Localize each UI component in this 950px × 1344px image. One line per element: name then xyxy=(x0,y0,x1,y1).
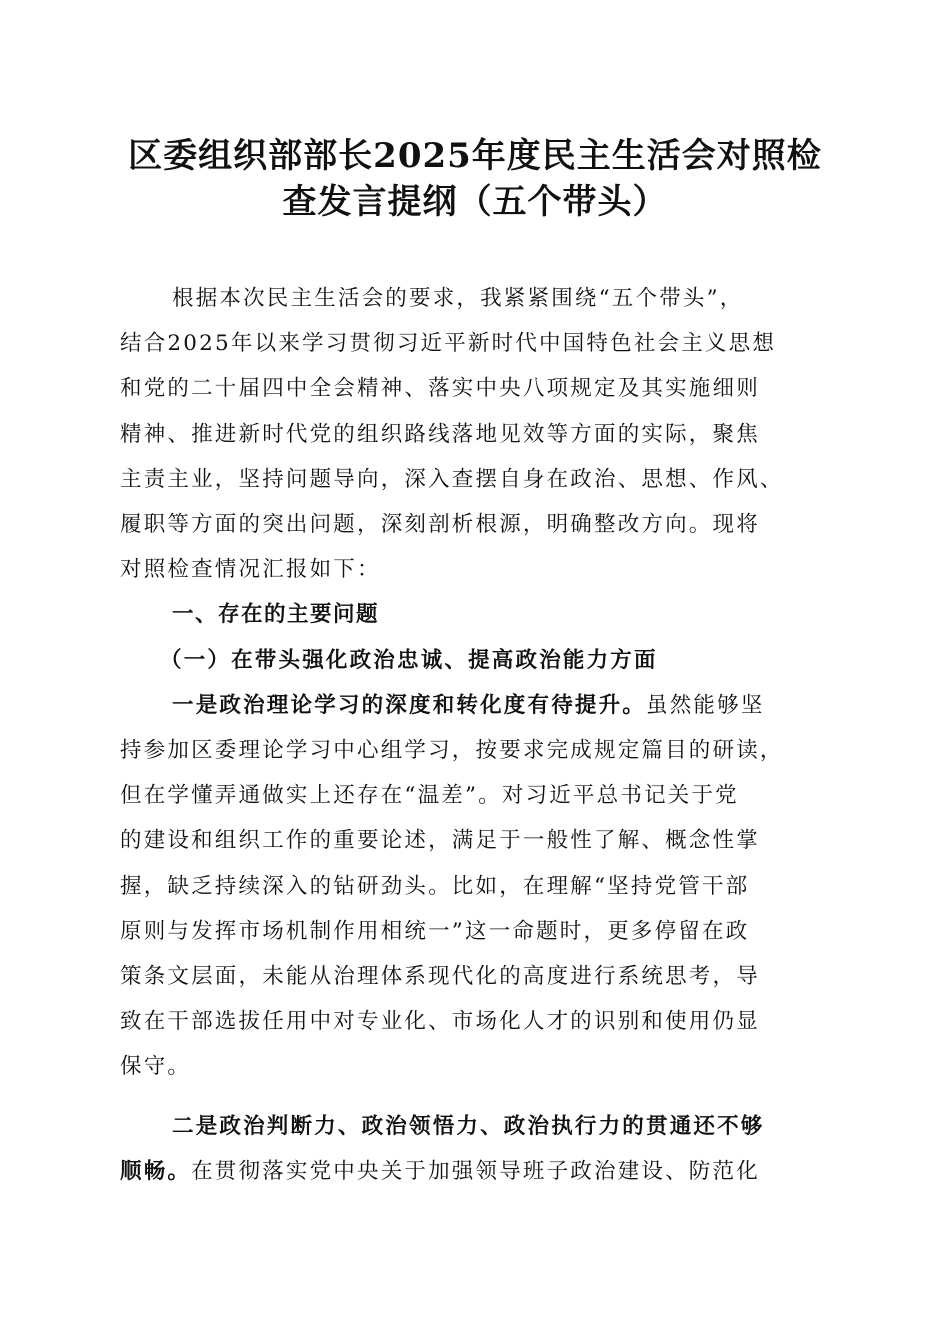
point-2-lead-line: 二是政治判断力、政治领悟力、政治执行力的贯通还不够 xyxy=(172,1113,765,1139)
document-title xyxy=(90,133,860,225)
title-line-2: 查发言提纲（五个带头） xyxy=(282,182,668,222)
intro-line: 对照检查情况汇报如下： xyxy=(120,557,381,583)
point-1-line: 握，缺乏持续深入的钻研劲头。比如，在理解“坚持党管干部 xyxy=(120,873,750,899)
intro-line: 履职等方面的突出问题，深刻剖析根源，明确整改方向。现将 xyxy=(120,512,760,538)
point-1-line: 策条文层面，未能从治理体系现代化的高度进行系统思考，导 xyxy=(120,964,760,990)
point-1-first-rest: 虽然能够坚 xyxy=(646,692,765,718)
point-2-second-line xyxy=(120,1149,830,1194)
point-2-lead-end: 顺畅。 xyxy=(120,1158,192,1184)
section-heading: 一、存在的主要问题 xyxy=(172,602,380,628)
intro-line: 结合2025年以来学习贯彻习近平新时代中国特色社会主义思想 xyxy=(120,331,777,357)
intro-line: 主责主业，坚持问题导向，深入查摆自身在政治、思想、作风、 xyxy=(120,466,784,492)
point-1-line: 的建设和组织工作的重要论述，满足于一般性了解、概念性掌 xyxy=(120,828,760,854)
intro-line: 根据本次民主生活会的要求，我紧紧围绕“五个带头”， xyxy=(172,286,744,311)
point-1-lead: 一是政治理论学习的深度和转化度有待提升。 xyxy=(172,692,647,718)
point-1-line: 致在干部选拔任用中对专业化、市场化人才的识别和使用仍显 xyxy=(120,1009,760,1035)
point-1-line: 保守。 xyxy=(120,1054,192,1080)
point-2-rest: 在贯彻落实党中央关于加强领导班子政治建设、防范化 xyxy=(191,1158,760,1184)
paragraph-gap xyxy=(120,1090,830,1104)
subsection-heading: （一）在带头强化政治忠诚、提高政治能力方面 xyxy=(160,647,658,673)
document-body xyxy=(120,276,830,1194)
point-1-line: 但在学懂弄通做实上还存在“温差”。对习近平总书记关于党 xyxy=(120,783,739,809)
intro-line: 精神、推进新时代党的组织路线落地见效等方面的实际，聚焦 xyxy=(120,421,760,447)
intro-line: 和党的二十届四中全会精神、落实中央八项规定及其实施细则 xyxy=(120,376,760,402)
point-1-line: 持参加区委理论学习中心组学习，按要求完成规定篇目的研读， xyxy=(120,738,784,764)
point-1-first-line xyxy=(120,683,830,728)
title-line-1: 区委组织部部长2025年度民主生活会对照检 xyxy=(128,136,822,176)
point-1-line: 原则与发挥市场机制作用相统一”这一命题时，更多停留在政 xyxy=(120,918,750,944)
